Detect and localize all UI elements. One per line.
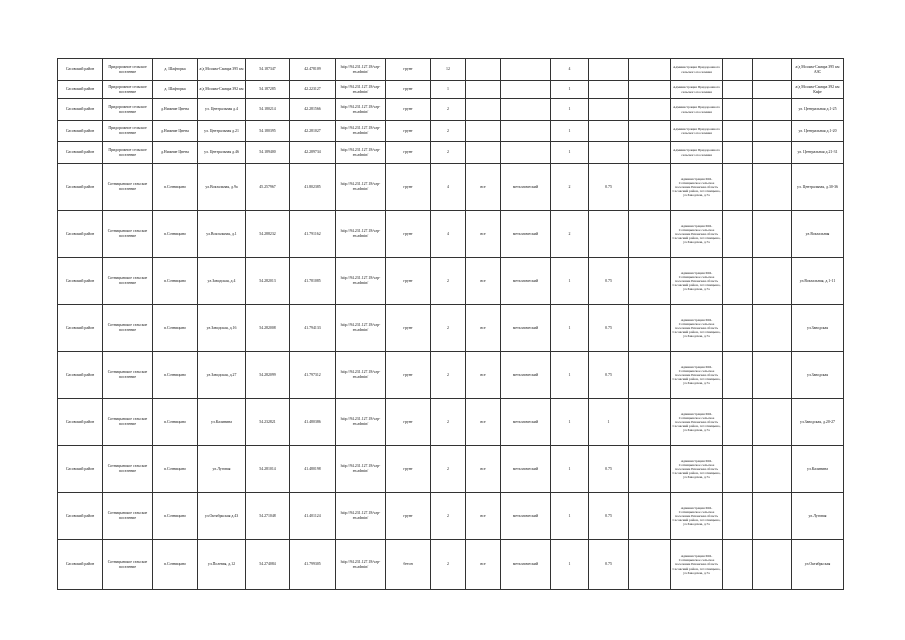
cell-surface: бетон: [386, 540, 431, 590]
cell-settlement: Придорожное сельское поселение: [103, 59, 153, 81]
cell-surface: грунт: [386, 142, 431, 164]
cell-c5: [589, 59, 629, 81]
cell-empty: [753, 352, 792, 399]
cell-empty: [629, 142, 671, 164]
cell-address: ул.Полевая, д.12: [198, 540, 246, 590]
cell-lat: 54.232821: [246, 399, 290, 446]
cell-lon: 41.480386: [290, 399, 336, 446]
cell-c4: 4: [551, 59, 589, 81]
cell-c3: металлический: [501, 446, 551, 493]
cell-note: а/д Москва-Самара 395 км АЗС: [792, 59, 844, 81]
cell-c1: 2: [431, 399, 466, 446]
cell-c5: 0.75: [589, 352, 629, 399]
cell-district: Сасовский район: [58, 540, 103, 590]
table-row: [58, 446, 844, 493]
cell-url: http://94.231.127.18/vzp-en.admin/: [336, 164, 386, 211]
cell-place: п.Сотницыно: [153, 446, 198, 493]
cell-surface: грунт: [386, 164, 431, 211]
cell-c2: все: [466, 164, 501, 211]
cell-c5: [589, 142, 629, 164]
table-row: [58, 142, 844, 164]
cell-empty: [629, 81, 671, 99]
cell-district: Сасовский район: [58, 142, 103, 164]
cell-c5: 0.75: [589, 258, 629, 305]
cell-dept: Администрация МО-Сотницынское сельское поселение Рязанская область Сасовский район, п.Сотницыно, ул.Заводская, д.7а: [671, 399, 723, 446]
cell-c3: [501, 142, 551, 164]
cell-dept: Администрация МО-Сотницынское сельское поселение Рязанская область Сасовский район, п.Сотницыно, ул.Заводская, д.7а: [671, 540, 723, 590]
table-body: [58, 59, 844, 590]
cell-empty: [723, 258, 753, 305]
cell-address: ул. Центральная д.46: [198, 142, 246, 164]
cell-c2: все: [466, 540, 501, 590]
cell-place: п.Сотницыно: [153, 211, 198, 258]
cell-lat: 54.288232: [246, 211, 290, 258]
cell-empty: [753, 305, 792, 352]
cell-district: Сасовский район: [58, 399, 103, 446]
cell-empty: [753, 258, 792, 305]
cell-empty: [723, 81, 753, 99]
cell-district: Сасовский район: [58, 59, 103, 81]
cell-c5: [589, 81, 629, 99]
cell-c4: 1: [551, 352, 589, 399]
cell-note: ул. Центральная д.1-20: [792, 121, 844, 142]
cell-place: д.Нижние Цветы: [153, 142, 198, 164]
cell-c3: [501, 81, 551, 99]
cell-address: ул.Вокзальная, д.1: [198, 211, 246, 258]
cell-url: http://94.231.127.18/vzp-en.admin/: [336, 305, 386, 352]
cell-empty: [723, 59, 753, 81]
cell-c4: 1: [551, 142, 589, 164]
cell-c1: 4: [431, 211, 466, 258]
cell-empty: [753, 99, 792, 121]
cell-dept: Администрация МО-Сотницынское сельское поселение Рязанская область Сасовский район, п.Сотницыно, ул.Заводская, д.7а: [671, 164, 723, 211]
cell-empty: [753, 211, 792, 258]
cell-c3: [501, 59, 551, 81]
cell-dept: Администрация МО-Сотницынское сельское поселение Рязанская область Сасовский район, п.Сотницыно, ул.Заводская, д.7а: [671, 258, 723, 305]
cell-lat: 45.257967: [246, 164, 290, 211]
cell-c3: [501, 99, 551, 121]
cell-c4: 1: [551, 399, 589, 446]
cell-district: Сасовский район: [58, 258, 103, 305]
table-row: [58, 493, 844, 540]
cell-c5: [589, 121, 629, 142]
cell-dept: Администрация МО-Сотницынское сельское поселение Рязанская область Сасовский район, п.Сотницыно, ул.Заводская, д.7а: [671, 446, 723, 493]
cell-c5: [589, 211, 629, 258]
cell-c5: 0.75: [589, 446, 629, 493]
cell-c2: все: [466, 258, 501, 305]
cell-c4: 1: [551, 493, 589, 540]
table-row: [58, 121, 844, 142]
cell-district: Сасовский район: [58, 164, 103, 211]
table-row: [58, 59, 844, 81]
cell-settlement: Сотницынское сельское поселение: [103, 305, 153, 352]
cell-note: ул.Заводская: [792, 352, 844, 399]
table-row: [58, 258, 844, 305]
cell-empty: [753, 81, 792, 99]
cell-c3: металлический: [501, 352, 551, 399]
cell-lat: 54.180214: [246, 99, 290, 121]
cell-surface: грунт: [386, 352, 431, 399]
cell-note: ул. Центральная д.1-25: [792, 99, 844, 121]
cell-empty: [629, 493, 671, 540]
cell-empty: [723, 121, 753, 142]
cell-url: http://94.231.127.18/vzp-en.admin/: [336, 59, 386, 81]
cell-note: а/д Москва-Самара 392 км Кафе: [792, 81, 844, 99]
cell-empty: [629, 59, 671, 81]
cell-district: Сасовский район: [58, 305, 103, 352]
cell-lon: 41.802385: [290, 164, 336, 211]
cell-lon: 42.281027: [290, 121, 336, 142]
cell-settlement: Сотницынское сельское поселение: [103, 540, 153, 590]
cell-c4: 1: [551, 99, 589, 121]
cell-dept: Администрация Придорожного сельского поселения: [671, 81, 723, 99]
cell-url: http://94.231.127.18/vzp-en.admin/: [336, 399, 386, 446]
cell-address: а/д Москва-Самара 392 км: [198, 81, 246, 99]
cell-address: ул. Центральная д.4: [198, 99, 246, 121]
cell-note: ул.Заводская, д.20-27: [792, 399, 844, 446]
cell-empty: [723, 142, 753, 164]
cell-empty: [723, 493, 753, 540]
cell-address: ул.Заводская, д.27: [198, 352, 246, 399]
cell-note: ул. Центральная, д.30-36: [792, 164, 844, 211]
cell-url: http://94.231.127.18/vzp-en.admin/: [336, 99, 386, 121]
cell-district: Сасовский район: [58, 352, 103, 399]
cell-c1: 12: [431, 59, 466, 81]
cell-lon: 41.401124: [290, 493, 336, 540]
table-row: [58, 99, 844, 121]
cell-lat: 54.187285: [246, 81, 290, 99]
cell-c2: все: [466, 211, 501, 258]
cell-c4: 1: [551, 258, 589, 305]
table-row: [58, 164, 844, 211]
cell-place: п.Сотницыно: [153, 540, 198, 590]
cell-c2: [466, 59, 501, 81]
cell-c2: все: [466, 352, 501, 399]
cell-lon: 42.478109: [290, 59, 336, 81]
cell-place: д.Нижние Цветы: [153, 99, 198, 121]
cell-address: ул.Вокзальная, д.9а: [198, 164, 246, 211]
cell-lon: 41.791162: [290, 211, 336, 258]
cell-empty: [753, 399, 792, 446]
cell-lon: 42.223127: [290, 81, 336, 99]
cell-c1: 2: [431, 446, 466, 493]
cell-dept: Администрация Придорожного сельского поселения: [671, 121, 723, 142]
cell-empty: [629, 258, 671, 305]
cell-address: ул.Октябрьская д.43: [198, 493, 246, 540]
cell-lat: 54.282099: [246, 352, 290, 399]
cell-district: Сасовский район: [58, 121, 103, 142]
cell-empty: [723, 446, 753, 493]
cell-empty: [629, 540, 671, 590]
cell-empty: [753, 142, 792, 164]
cell-empty: [723, 399, 753, 446]
cell-dept: Администрация Придорожного сельского поселения: [671, 142, 723, 164]
cell-c3: металлический: [501, 211, 551, 258]
cell-note: ул.Калинина: [792, 446, 844, 493]
cell-district: Сасовский район: [58, 81, 103, 99]
cell-empty: [753, 121, 792, 142]
cell-settlement: Сотницынское сельское поселение: [103, 164, 153, 211]
cell-c1: 2: [431, 258, 466, 305]
cell-address: ул.Луговая: [198, 446, 246, 493]
cell-url: http://94.231.127.18/vzp-en.admin/: [336, 211, 386, 258]
cell-empty: [629, 211, 671, 258]
cell-place: п.Сотницыно: [153, 399, 198, 446]
cell-surface: грунт: [386, 305, 431, 352]
cell-empty: [753, 540, 792, 590]
cell-place: д. Шафторка: [153, 59, 198, 81]
cell-surface: грунт: [386, 258, 431, 305]
cell-lat: 54.281014: [246, 446, 290, 493]
cell-surface: грунт: [386, 121, 431, 142]
cell-district: Сасовский район: [58, 446, 103, 493]
cell-c5: 0.75: [589, 493, 629, 540]
cell-address: ул.Заводская, д.4: [198, 258, 246, 305]
cell-note: ул.Вокзальная: [792, 211, 844, 258]
cell-address: ул. Центральная д.21: [198, 121, 246, 142]
cell-note: ул.Вокзальная, д.1-11: [792, 258, 844, 305]
cell-settlement: Сотницынское сельское поселение: [103, 211, 153, 258]
cell-c2: все: [466, 305, 501, 352]
cell-c2: [466, 142, 501, 164]
cell-place: п.Сотницыно: [153, 258, 198, 305]
cell-note: ул. Центральная д.21-31: [792, 142, 844, 164]
cell-c4: 2: [551, 211, 589, 258]
cell-settlement: Придорожное сельское поселение: [103, 99, 153, 121]
cell-c2: [466, 81, 501, 99]
cell-c4: 1: [551, 81, 589, 99]
cell-c5: 0.75: [589, 164, 629, 211]
cell-empty: [723, 540, 753, 590]
cell-lon: 42.281566: [290, 99, 336, 121]
cell-settlement: Сотницынское сельское поселение: [103, 258, 153, 305]
cell-c2: все: [466, 493, 501, 540]
cell-c4: 1: [551, 540, 589, 590]
cell-dept: Администрация МО-Сотницынское сельское поселение Рязанская область Сасовский район, п.Сотницыно, ул.Заводская, д.7а: [671, 305, 723, 352]
table-row: [58, 399, 844, 446]
cell-place: п.Сотницыно: [153, 493, 198, 540]
cell-c4: 1: [551, 121, 589, 142]
cell-c5: 0.75: [589, 540, 629, 590]
cell-note: ул.Луговая: [792, 493, 844, 540]
cell-url: http://94.231.127.18/vzp-en.admin/: [336, 81, 386, 99]
cell-c1: 2: [431, 352, 466, 399]
cell-c3: металлический: [501, 399, 551, 446]
cell-place: п.Сотницыно: [153, 352, 198, 399]
cell-lat: 54.274084: [246, 540, 290, 590]
cell-empty: [629, 121, 671, 142]
cell-lat: 54.189400: [246, 142, 290, 164]
cell-empty: [629, 446, 671, 493]
registry-table: [57, 58, 844, 590]
cell-surface: грунт: [386, 399, 431, 446]
cell-place: п.Сотницыно: [153, 305, 198, 352]
cell-c1: 2: [431, 142, 466, 164]
cell-dept: Администрация МО-Сотницынское сельское поселение Рязанская область Сасовский район, п.Сотницыно, ул.Заводская, д.7а: [671, 352, 723, 399]
cell-settlement: Сотницынское сельское поселение: [103, 446, 153, 493]
cell-c3: металлический: [501, 540, 551, 590]
cell-lat: 54.180395: [246, 121, 290, 142]
cell-address: а/д Москва-Самара 395 км: [198, 59, 246, 81]
cell-lat: 54.282013: [246, 258, 290, 305]
cell-note: ул.Октябрьская: [792, 540, 844, 590]
cell-c3: металлический: [501, 164, 551, 211]
cell-empty: [753, 59, 792, 81]
cell-district: Сасовский район: [58, 211, 103, 258]
cell-empty: [629, 99, 671, 121]
cell-settlement: Сотницынское сельское поселение: [103, 399, 153, 446]
cell-lon: 41.480198: [290, 446, 336, 493]
cell-settlement: Сотницынское сельское поселение: [103, 352, 153, 399]
cell-settlement: Придорожное сельское поселение: [103, 81, 153, 99]
table-row: [58, 211, 844, 258]
cell-surface: грунт: [386, 446, 431, 493]
cell-district: Сасовский район: [58, 493, 103, 540]
cell-empty: [723, 352, 753, 399]
cell-c2: [466, 121, 501, 142]
cell-empty: [723, 211, 753, 258]
cell-url: http://94.231.127.18/vzp-en.admin/: [336, 446, 386, 493]
cell-empty: [753, 446, 792, 493]
cell-lon: 41.781085: [290, 258, 336, 305]
cell-c3: металлический: [501, 258, 551, 305]
cell-empty: [753, 493, 792, 540]
cell-empty: [629, 305, 671, 352]
cell-district: Сасовский район: [58, 99, 103, 121]
cell-surface: грунт: [386, 493, 431, 540]
cell-c3: металлический: [501, 305, 551, 352]
cell-empty: [723, 99, 753, 121]
cell-dept: Администрация Придорожного сельского поселения: [671, 59, 723, 81]
cell-c4: 2: [551, 164, 589, 211]
cell-surface: грунт: [386, 59, 431, 81]
cell-c1: 1: [431, 81, 466, 99]
cell-dept: Администрация Придорожного сельского поселения: [671, 99, 723, 121]
cell-settlement: Придорожное сельское поселение: [103, 121, 153, 142]
cell-c1: 2: [431, 493, 466, 540]
cell-surface: грунт: [386, 99, 431, 121]
cell-url: http://94.231.127.18/vzp-en.admin/: [336, 352, 386, 399]
cell-dept: Администрация МО-Сотницынское сельское поселение Рязанская область Сасовский район, п.Сотницыно, ул.Заводская, д.7а: [671, 493, 723, 540]
cell-c1: 2: [431, 540, 466, 590]
cell-lat: 54.271048: [246, 493, 290, 540]
cell-lon: 42.289734: [290, 142, 336, 164]
cell-note: ул.Заводская: [792, 305, 844, 352]
cell-c3: [501, 121, 551, 142]
table-row: [58, 81, 844, 99]
cell-settlement: Придорожное сельское поселение: [103, 142, 153, 164]
cell-empty: [723, 305, 753, 352]
cell-address: ул.Заводская, д.16: [198, 305, 246, 352]
table-row: [58, 540, 844, 590]
cell-place: д. Шафторка: [153, 81, 198, 99]
cell-lon: 41.797312: [290, 352, 336, 399]
cell-c1: 2: [431, 121, 466, 142]
cell-c1: 4: [431, 164, 466, 211]
cell-surface: грунт: [386, 211, 431, 258]
cell-url: http://94.231.127.18/vzp-en.admin/: [336, 493, 386, 540]
cell-url: http://94.231.127.18/vzp-en.admin/: [336, 142, 386, 164]
cell-place: д.Нижние Цветы: [153, 121, 198, 142]
cell-empty: [753, 164, 792, 211]
cell-place: п.Сотницыно: [153, 164, 198, 211]
cell-c5: 0.75: [589, 305, 629, 352]
cell-settlement: Сотницынское сельское поселение: [103, 493, 153, 540]
cell-empty: [629, 352, 671, 399]
cell-address: ул.Калинина: [198, 399, 246, 446]
cell-empty: [629, 399, 671, 446]
cell-c4: 1: [551, 305, 589, 352]
table-row: [58, 305, 844, 352]
cell-c2: [466, 99, 501, 121]
cell-c5: [589, 99, 629, 121]
cell-lon: 41.799305: [290, 540, 336, 590]
cell-c1: 2: [431, 305, 466, 352]
cell-lon: 41.794133: [290, 305, 336, 352]
cell-empty: [723, 164, 753, 211]
cell-url: http://94.231.127.18/vzp-en.admin/: [336, 121, 386, 142]
cell-url: http://94.231.127.18/vzp-en.admin/: [336, 540, 386, 590]
cell-lat: 54.282008: [246, 305, 290, 352]
cell-c2: все: [466, 399, 501, 446]
cell-url: http://94.231.127.18/vzp-en.admin/: [336, 258, 386, 305]
cell-empty: [629, 164, 671, 211]
cell-lat: 54.187347: [246, 59, 290, 81]
cell-dept: Администрация МО-Сотницынское сельское поселение Рязанская область Сасовский район, п.Сотницыно, ул.Заводская, д.7а: [671, 211, 723, 258]
cell-c3: металлический: [501, 493, 551, 540]
table-row: [58, 352, 844, 399]
cell-c2: все: [466, 446, 501, 493]
cell-c5: 1: [589, 399, 629, 446]
cell-c1: 2: [431, 99, 466, 121]
cell-c4: 1: [551, 446, 589, 493]
cell-surface: грунт: [386, 81, 431, 99]
